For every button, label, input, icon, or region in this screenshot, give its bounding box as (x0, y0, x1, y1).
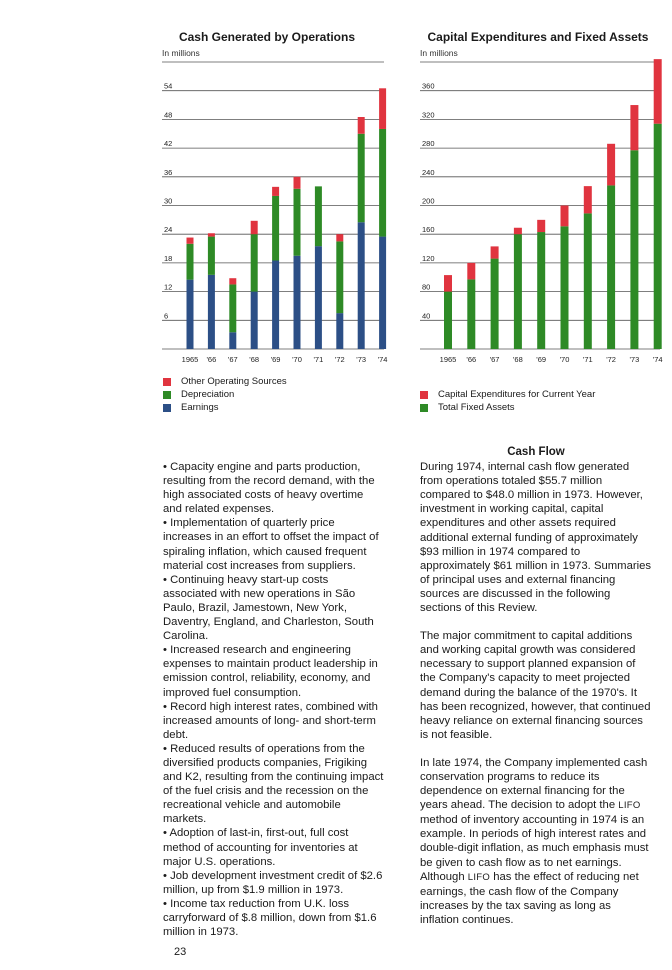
chart1-legend-label: Other Operating Sources (181, 376, 287, 387)
chart2-x-tick-label: '74 (652, 355, 663, 364)
chart2-legend-swatch (420, 404, 428, 412)
chart1-bar-earnings (315, 246, 322, 349)
chart1-y-tick-label: 30 (164, 196, 173, 206)
chart1-bar-depreciation (229, 284, 236, 332)
lifo-term: LIFO (618, 800, 641, 812)
chart1-bar-other-operating-sources (358, 117, 365, 134)
chart1-y-tick-label: 24 (164, 225, 173, 235)
chart1-y-tick-label: 54 (164, 81, 173, 91)
chart1-y-tick-label: 12 (164, 282, 173, 292)
right-column (420, 445, 652, 927)
section-heading-cash-flow: Cash Flow (507, 446, 565, 458)
paragraph-1: During 1974, internal cash flow generated from operations totaled $55.7 million compared to $48.0 million in 1973. However, investment in working capital, capital expenditures and other assets required additional external funding of approximately $93 million in 1974 compared to approximately $61 million in 1973. Summaries of principal uses and external financing sources are discussed in the following sections of this Review. (420, 461, 652, 615)
chart2-bar-total-fixed-assets (467, 279, 475, 349)
chart2-legend-swatch (420, 391, 428, 399)
chart1-legend (163, 375, 287, 414)
chart1-y-tick-label: 48 (164, 110, 173, 120)
chart1-bar-earnings (336, 313, 343, 349)
chart2-y-tick-label: 360 (422, 81, 435, 91)
chart2-x-tick-label: '73 (629, 355, 640, 364)
chart2-legend (420, 388, 595, 414)
paragraph-3 (420, 756, 652, 927)
chart1-x-tick-label: '69 (270, 355, 281, 364)
paragraph-3-part: method of inventory accounting in 1974 is an example. In periods of high interest rates and double-digit inflation, as much emphasis must be given to cash flow as to net earnings. Although (420, 814, 649, 883)
chart2-title: Capital Expenditures and Fixed Assets (427, 30, 649, 44)
chart2-x-tick-label: '70 (559, 355, 570, 364)
chart1-bar-earnings (379, 237, 386, 349)
chart2-bar-total-fixed-assets (630, 150, 638, 349)
chart1-legend-label: Earnings (181, 402, 219, 413)
bullet-item: • Record high interest rates, combined with increased amounts of long- and short-term debt. (163, 700, 385, 742)
page-number: 23 (174, 946, 187, 958)
lifo-term: LIFO (467, 871, 491, 883)
chart1-bar-depreciation (294, 189, 301, 256)
chart1-bar-other-operating-sources (251, 221, 258, 234)
chart1-y-tick-label: 36 (164, 167, 173, 177)
chart2-bar-total-fixed-assets (444, 292, 452, 349)
chart2-unit-label: In millions (420, 48, 458, 58)
chart1-bar-earnings (187, 280, 194, 349)
chart1-bar-depreciation (379, 129, 386, 237)
chart2-y-tick-label: 240 (422, 167, 435, 177)
chart1-bar-depreciation (315, 186, 322, 246)
chart1-unit-label: In millions (162, 48, 200, 58)
chart1-bar-earnings (208, 275, 215, 349)
chart2-bar-total-fixed-assets (561, 226, 569, 349)
chart2-bar-capital-expenditures-for-current-year (444, 275, 452, 292)
chart1-bar-other-operating-sources (272, 187, 279, 196)
chart2-bar-capital-expenditures-for-current-year (607, 144, 615, 186)
chart2-bar-capital-expenditures-for-current-year (537, 220, 545, 232)
chart1-bar-other-operating-sources (229, 278, 236, 284)
chart1-bar-earnings (251, 292, 258, 349)
chart1-bar-other-operating-sources (294, 177, 301, 189)
chart2-x-tick-label: '67 (489, 355, 500, 364)
chart2-y-tick-label: 160 (422, 225, 435, 235)
chart1-bar-other-operating-sources (379, 88, 386, 129)
chart2-x-tick-label: '66 (466, 355, 477, 364)
chart1-bar-depreciation (187, 244, 194, 280)
chart2-bar-capital-expenditures-for-current-year (654, 59, 662, 124)
chart1-bar-depreciation (272, 196, 279, 261)
chart1-legend-swatch (163, 404, 171, 412)
chart2-bar-total-fixed-assets (584, 213, 592, 349)
chart2-bar-total-fixed-assets (607, 185, 615, 349)
chart1-y-tick-label: 42 (164, 139, 173, 149)
chart1-bar-other-operating-sources (336, 234, 343, 241)
chart1-y-tick-label: 18 (164, 253, 173, 263)
chart1-legend-item (163, 375, 287, 388)
chart2-x-tick-label: '72 (606, 355, 616, 364)
chart2-bar-capital-expenditures-for-current-year (467, 263, 475, 280)
chart2-bar-capital-expenditures-for-current-year (561, 206, 569, 227)
bullet-item: • Adoption of last-in, first-out, full cost method of accounting for inventories at major U.S. operations. (163, 826, 385, 868)
chart2-y-tick-label: 40 (422, 311, 431, 321)
chart2-bar-total-fixed-assets (537, 232, 545, 349)
chart2-bar-capital-expenditures-for-current-year (584, 186, 592, 213)
chart2-x-tick-label: '71 (582, 355, 593, 364)
chart2-y-tick-label: 80 (422, 282, 431, 292)
chart2-y-tick-label: 280 (422, 139, 435, 149)
chart2-legend-item (420, 388, 595, 401)
chart1 (150, 56, 390, 374)
chart1-legend-item (163, 401, 287, 414)
bullet-item: • Implementation of quarterly price increases in an effort to offset the impact of spiraling inflation, which caused frequent material cost increases from suppliers. (163, 516, 385, 572)
chart2-bar-capital-expenditures-for-current-year (630, 105, 638, 150)
chart1-bar-earnings (358, 222, 365, 349)
chart2-bar-capital-expenditures-for-current-year (491, 246, 499, 258)
bullet-item: • Capacity engine and parts production, resulting from the record demand, with the high associated costs of heavy overtime and related expenses. (163, 460, 385, 516)
bullet-item: • Continuing heavy start-up costs associated with new operations in São Paulo, Brazil, Jamestown, New York, Daventry, England, and Charleston, South Carolina. (163, 573, 385, 643)
chart2-y-tick-label: 320 (422, 110, 435, 120)
chart2-y-tick-label: 120 (422, 253, 435, 263)
paragraph-3-part: has the effect of reducing net earnings, the cash flow of the Company increases by the tax saving as long as inflation continues. (420, 870, 639, 926)
chart1-x-tick-label: '68 (249, 355, 260, 364)
chart1-legend-swatch (163, 378, 171, 386)
chart2-bar-total-fixed-assets (514, 234, 522, 349)
bullet-item: • Reduced results of operations from the diversified products companies, Frigiking and K2, resulting from the continuing impact of the fuel crisis and the recession on the recreational vehicle and automobile markets. (163, 742, 385, 827)
chart2-legend-label: Total Fixed Assets (438, 402, 515, 413)
chart1-x-tick-label: '66 (206, 355, 217, 364)
chart1-bar-depreciation (358, 134, 365, 222)
chart1-bar-earnings (294, 256, 301, 349)
chart2-x-tick-label: '69 (536, 355, 547, 364)
chart1-x-tick-label: '72 (334, 355, 345, 364)
paragraph-2: The major commitment to capital additions and working capital growth was considered necessary to support planned expansion of the Company's capacity to meet projected demand during the balance of the 1970's. It has been recognized, however, that continued heavy reliance on external financing sources is not feasible. (420, 630, 651, 741)
bullet-item: • Income tax reduction from U.K. loss carryforward of $.8 million, down from $1.6 million in 1973. (163, 897, 385, 939)
chart2-y-tick-label: 200 (422, 196, 435, 206)
chart2-x-tick-label: '68 (513, 355, 523, 364)
bullet-item: • Job development investment credit of $2.6 million, up from $1.9 million in 1973. (163, 869, 385, 897)
chart1-bar-depreciation (208, 237, 215, 275)
chart1-x-tick-label: '73 (356, 355, 367, 364)
chart1-bar-depreciation (336, 241, 343, 313)
chart1-bar-depreciation (251, 234, 258, 291)
left-column (163, 460, 385, 939)
chart1-x-tick-label: 1965 (181, 355, 199, 364)
paragraph-3-part: In late 1974, the Company implemented cash conservation programs to reduce its dependence on external financing for the years ahead. The decision to adopt the (420, 756, 648, 812)
chart2-bar-total-fixed-assets (654, 124, 662, 349)
chart1-title: Cash Generated by Operations (178, 30, 356, 44)
chart2-legend-item (420, 401, 595, 414)
chart1-bar-other-operating-sources (187, 238, 194, 244)
chart1-x-tick-label: '74 (377, 355, 388, 364)
chart2-bar-total-fixed-assets (491, 259, 499, 349)
chart1-legend-label: Depreciation (181, 389, 235, 400)
chart1-legend-swatch (163, 391, 171, 399)
chart1-x-tick-label: '71 (313, 355, 324, 364)
chart2-legend-label: Capital Expenditures for Current Year (438, 389, 596, 400)
chart1-x-tick-label: '70 (292, 355, 302, 364)
chart1-legend-item (163, 388, 287, 401)
chart1-bar-other-operating-sources (208, 233, 215, 236)
chart1-bar-earnings (229, 332, 236, 349)
bullet-item: • Increased research and engineering expenses to maintain product leadership in emission control, reliability, economy, and improved fuel consumption. (163, 643, 385, 699)
chart2-x-tick-label: 1965 (439, 355, 457, 364)
chart1-y-tick-label: 6 (164, 311, 169, 321)
chart1-x-tick-label: '67 (227, 355, 238, 364)
chart1-bar-earnings (272, 261, 279, 349)
chart2 (408, 56, 666, 374)
chart2-bar-capital-expenditures-for-current-year (514, 228, 522, 234)
